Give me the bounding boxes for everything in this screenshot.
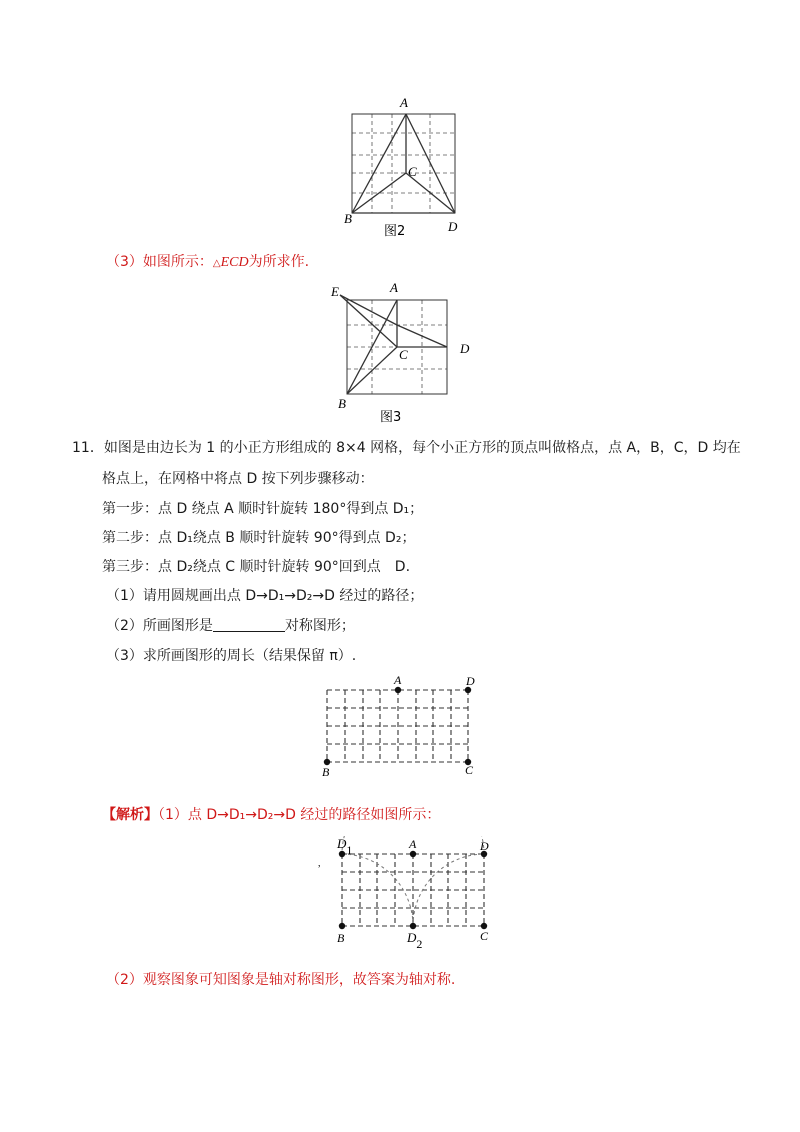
figure-2 bbox=[338, 92, 478, 242]
fig3-label-b: B bbox=[338, 396, 346, 411]
fig3-label-d: D bbox=[460, 341, 470, 356]
q2-prefix: （2）所画图形是 bbox=[106, 618, 213, 634]
problem-11-question3: （3）求所画图形的周长（结果保留 π）. bbox=[106, 648, 357, 664]
grid-label-c: C bbox=[465, 763, 474, 777]
ans-point-a bbox=[410, 851, 416, 857]
ans-point-d2 bbox=[410, 923, 416, 929]
problem-11-stem-line2: 格点上，在网格中将点 D 按下列步骤移动： bbox=[102, 471, 374, 487]
part3-suffix: 为所求作. bbox=[248, 254, 310, 270]
ans-label-d1: D1 bbox=[337, 836, 353, 857]
problem-11-question2 bbox=[106, 616, 355, 636]
problem-stem-1: 如图是由边长为 1 的小正方形组成的 8×4 网格，每个小正方形的顶点叫做格点，点 A，B，C，D 均在 bbox=[103, 440, 741, 456]
analysis-tag: 【解析】 bbox=[102, 807, 158, 823]
fig2-label-c: C bbox=[408, 164, 417, 179]
ans-label-a: A bbox=[409, 837, 417, 851]
triangle-symbol: △ bbox=[212, 258, 221, 269]
ans-label-d: D bbox=[480, 839, 489, 853]
part3-statement bbox=[106, 252, 309, 274]
fig2-label-d: D bbox=[448, 219, 458, 234]
answer-2: （2）观察图象可知图象是轴对称图形，故答案为轴对称. bbox=[106, 972, 456, 988]
fig2-label-b: B bbox=[344, 211, 352, 226]
grid-label-b: B bbox=[322, 765, 330, 779]
fig2-caption: 图2 bbox=[384, 224, 406, 239]
fig3-label-e: E bbox=[331, 284, 339, 299]
problem-11-step2: 第二步：点 D₁绕点 B 顺时针旋转 90°得到点 D₂； bbox=[102, 530, 416, 546]
problem-11-grid bbox=[318, 672, 488, 782]
problem-11-stem-line1 bbox=[72, 438, 741, 458]
analysis-text: （1）点 D→D₁→D₂→D 经过的路径如图所示： bbox=[158, 807, 441, 823]
ans-point-d1 bbox=[339, 851, 345, 857]
part3-prefix: （3）如图所示： bbox=[106, 254, 213, 270]
q2-suffix: 对称图形； bbox=[284, 618, 355, 634]
triangle-name: ECD bbox=[220, 255, 249, 270]
figure-3 bbox=[326, 280, 476, 426]
fig2-label-a: A bbox=[400, 95, 408, 110]
analysis-line bbox=[102, 805, 440, 825]
problem-11-step1: 第一步：点 D 绕点 A 顺时针旋转 180°得到点 D₁； bbox=[102, 501, 424, 517]
fig3-label-a: A bbox=[390, 280, 398, 295]
problem-11-question1: （1）请用圆规画出点 D→D₁→D₂→D 经过的路径； bbox=[106, 588, 424, 604]
fig3-caption: 图3 bbox=[380, 410, 402, 425]
ans-label-b: B bbox=[337, 931, 345, 945]
fig3-label-c: C bbox=[399, 347, 408, 362]
problem-11-step3: 第三步：点 D₂绕点 C 顺时针旋转 90°回到点 D. bbox=[102, 559, 411, 575]
grid-label-a: A bbox=[394, 673, 402, 687]
answer-figure bbox=[312, 836, 502, 958]
ans-label-d2: D2 bbox=[407, 930, 423, 951]
answer-blank bbox=[213, 617, 285, 632]
problem-number: 11． bbox=[72, 440, 104, 456]
grid-label-d: D bbox=[466, 674, 475, 688]
stray-mark: , bbox=[318, 858, 321, 869]
ans-label-c: C bbox=[480, 929, 489, 943]
point-a bbox=[395, 687, 401, 693]
ans-point-b bbox=[339, 923, 345, 929]
